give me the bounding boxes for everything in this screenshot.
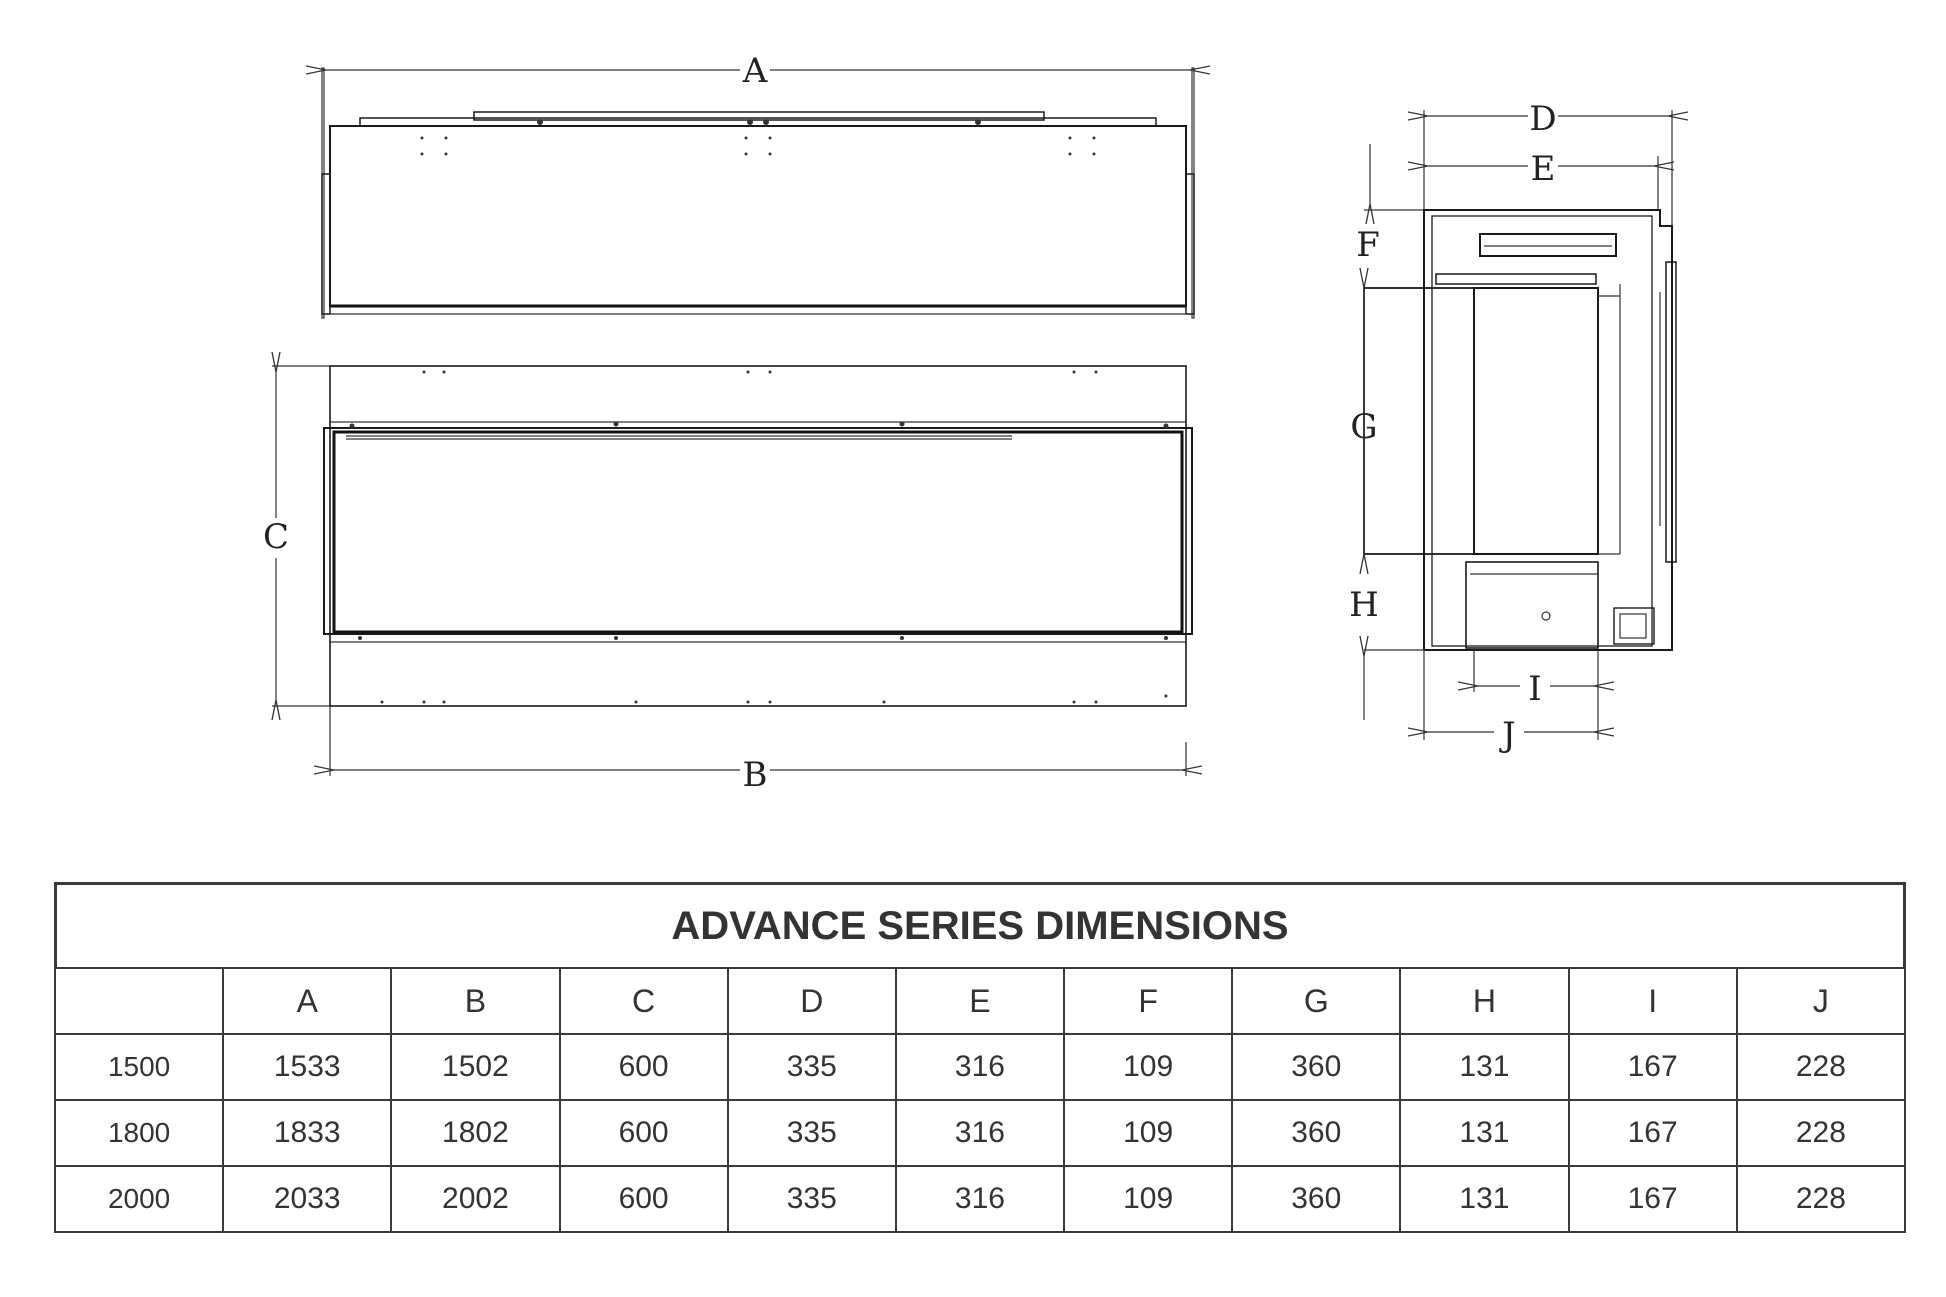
table-cell: 131 bbox=[1400, 1166, 1568, 1232]
table-cell: 1502 bbox=[391, 1034, 559, 1100]
dimension-label-a: A bbox=[742, 51, 768, 91]
table-cell: 316 bbox=[896, 1100, 1064, 1166]
table-cell: 167 bbox=[1569, 1100, 1737, 1166]
side-view bbox=[1349, 98, 1676, 755]
header-cell-model bbox=[55, 968, 223, 1034]
table-cell: 316 bbox=[896, 1034, 1064, 1100]
header-cell-h: H bbox=[1400, 968, 1568, 1034]
table-cell: 131 bbox=[1400, 1034, 1568, 1100]
table-cell: 109 bbox=[1064, 1034, 1232, 1100]
dimension-label-i: I bbox=[1528, 669, 1542, 709]
table-cell: 228 bbox=[1737, 1100, 1905, 1166]
header-cell-f: F bbox=[1064, 968, 1232, 1034]
table-row bbox=[55, 1166, 1905, 1232]
table-cell: 228 bbox=[1737, 1166, 1905, 1232]
dimension-label-h: H bbox=[1349, 585, 1379, 625]
dimension-label-b: B bbox=[742, 755, 768, 795]
table-cell: 600 bbox=[560, 1166, 728, 1232]
table-cell: 360 bbox=[1232, 1100, 1400, 1166]
dimension-label-g: G bbox=[1350, 407, 1378, 447]
table-cell: 109 bbox=[1064, 1100, 1232, 1166]
header-cell-g: G bbox=[1232, 968, 1400, 1034]
dimensions-table bbox=[54, 882, 1906, 1233]
header-cell-b: B bbox=[391, 968, 559, 1034]
table-title: ADVANCE SERIES DIMENSIONS bbox=[54, 882, 1906, 967]
dimension-label-j: J bbox=[1502, 715, 1516, 755]
top-view bbox=[322, 51, 1194, 318]
dimension-label-f: F bbox=[1356, 225, 1380, 265]
header-cell-j: J bbox=[1737, 968, 1905, 1034]
dimension-label-c: C bbox=[262, 517, 290, 557]
header-cell-i: I bbox=[1569, 968, 1737, 1034]
table-cell: 1800 bbox=[55, 1100, 223, 1166]
table-cell: 360 bbox=[1232, 1034, 1400, 1100]
table-cell: 600 bbox=[560, 1034, 728, 1100]
table-cell: 360 bbox=[1232, 1166, 1400, 1232]
dimension-label-e: E bbox=[1530, 149, 1556, 189]
header-cell-c: C bbox=[560, 968, 728, 1034]
table-cell: 2033 bbox=[223, 1166, 391, 1232]
table-header-row bbox=[55, 968, 1905, 1034]
table-row bbox=[55, 1100, 1905, 1166]
header-cell-d: D bbox=[728, 968, 896, 1034]
table-cell: 335 bbox=[728, 1166, 896, 1232]
header-cell-e: E bbox=[896, 968, 1064, 1034]
front-view bbox=[260, 366, 1192, 795]
table-cell: 2002 bbox=[391, 1166, 559, 1232]
table-cell: 131 bbox=[1400, 1100, 1568, 1166]
table-cell: 228 bbox=[1737, 1034, 1905, 1100]
table-cell: 1802 bbox=[391, 1100, 559, 1166]
dimension-label-d: D bbox=[1529, 99, 1557, 139]
table-row bbox=[55, 1034, 1905, 1100]
table-cell: 316 bbox=[896, 1166, 1064, 1232]
table-cell: 335 bbox=[728, 1034, 896, 1100]
table-cell: 1533 bbox=[223, 1034, 391, 1100]
table-cell: 167 bbox=[1569, 1034, 1737, 1100]
table-cell: 1500 bbox=[55, 1034, 223, 1100]
table-cell: 167 bbox=[1569, 1166, 1737, 1232]
table-cell: 335 bbox=[728, 1100, 896, 1166]
table-cell: 2000 bbox=[55, 1166, 223, 1232]
header-cell-a: A bbox=[223, 968, 391, 1034]
table-cell: 600 bbox=[560, 1100, 728, 1166]
table-cell: 109 bbox=[1064, 1166, 1232, 1232]
table-cell: 1833 bbox=[223, 1100, 391, 1166]
